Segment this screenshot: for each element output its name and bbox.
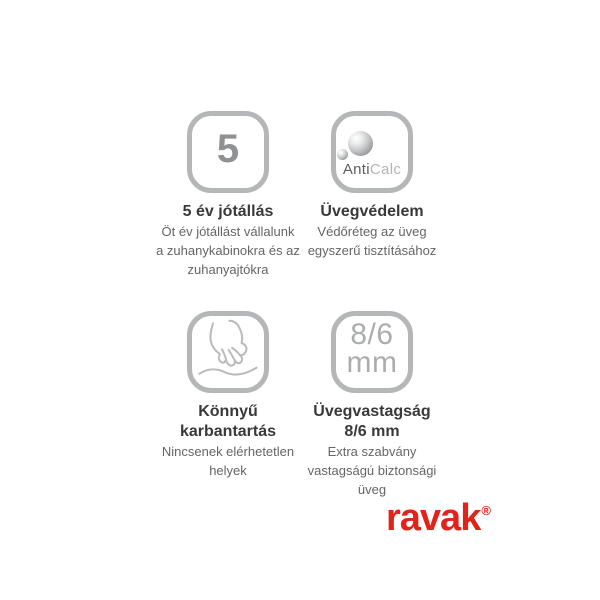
desc-line: üveg bbox=[357, 482, 387, 497]
warranty-5-icon bbox=[187, 111, 269, 193]
registered-mark: ® bbox=[481, 503, 491, 518]
desc-line: Extra szabvány bbox=[327, 444, 417, 459]
thickness-value: 8/6 mm bbox=[346, 318, 398, 379]
desc-line: vastagságú biztonsági bbox=[307, 463, 437, 478]
card-title: Üvegvédelem bbox=[320, 203, 424, 220]
desc-line: zuhanyajtókra bbox=[187, 262, 269, 277]
desc-line: Védőréteg az üveg bbox=[317, 224, 427, 239]
hand-wipe-icon bbox=[187, 311, 269, 393]
card-title: Könnyű karbantartás bbox=[179, 403, 277, 440]
card-title: 5 év jótállás bbox=[182, 203, 274, 220]
ravak-logo bbox=[386, 492, 491, 537]
feature-card-glass-thickness bbox=[284, 311, 460, 499]
ravak-wordmark: ravak bbox=[386, 497, 481, 539]
glass-thickness-icon bbox=[331, 311, 413, 393]
anticalc-icon bbox=[331, 111, 413, 193]
card-description bbox=[284, 442, 460, 499]
desc-line: egyszerű tisztításához bbox=[307, 243, 437, 258]
desc-line: Öt év jótállást vállalunk bbox=[161, 224, 295, 239]
card-title: Üvegvastagság 8/6 mm bbox=[313, 403, 431, 440]
anticalc-wordmark: AntiCalc bbox=[342, 161, 402, 178]
feature-card-glass-protection bbox=[284, 111, 460, 260]
desc-line: Nincsenek elérhetetlen bbox=[161, 444, 295, 459]
desc-line: helyek bbox=[209, 463, 247, 478]
card-description bbox=[284, 222, 460, 260]
desc-line: a zuhanykabinokra és az bbox=[156, 243, 300, 258]
water-drop-sphere-small bbox=[337, 149, 348, 160]
number-5: 5 bbox=[216, 127, 240, 171]
water-drop-sphere-large bbox=[348, 131, 373, 156]
